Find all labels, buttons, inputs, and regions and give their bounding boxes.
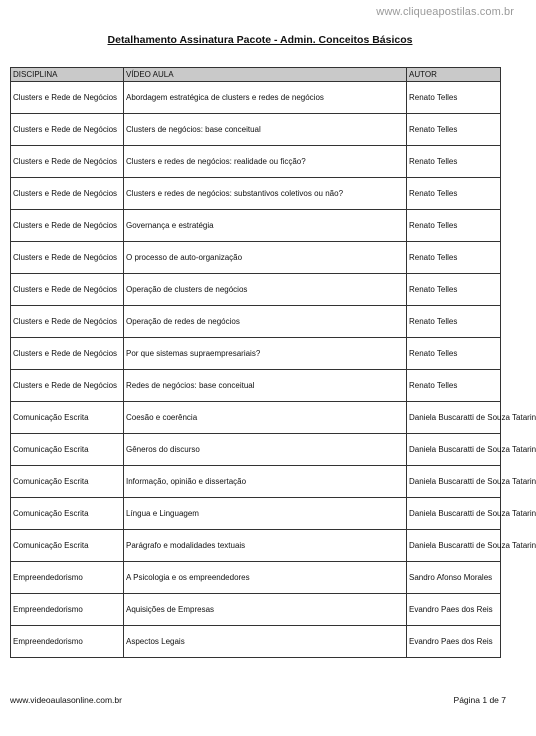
disciplina-cell: Comunicação Escrita — [11, 530, 124, 562]
disciplina-cell: Clusters e Rede de Negócios — [11, 178, 124, 210]
autor-cell: Renato Telles — [407, 210, 501, 242]
courses-table — [10, 67, 536, 658]
table-row — [11, 114, 501, 146]
autor-cell: Daniela Buscaratti de Souza Tatarin — [407, 498, 501, 530]
disciplina-cell: Clusters e Rede de Negócios — [11, 274, 124, 306]
disciplina-cell: Clusters e Rede de Negócios — [11, 146, 124, 178]
video-aula-cell: Governança e estratégia — [124, 210, 407, 242]
table-row — [11, 594, 501, 626]
video-aula-cell: Aquisições de Empresas — [124, 594, 407, 626]
autor-cell: Renato Telles — [407, 306, 501, 338]
table-row — [11, 306, 501, 338]
autor-cell: Renato Telles — [407, 242, 501, 274]
video-aula-cell: Operação de clusters de negócios — [124, 274, 407, 306]
autor-cell: Renato Telles — [407, 82, 501, 114]
autor-cell: Renato Telles — [407, 146, 501, 178]
disciplina-cell: Clusters e Rede de Negócios — [11, 210, 124, 242]
video-aula-cell: Língua e Linguagem — [124, 498, 407, 530]
video-aula-cell: A Psicologia e os empreendedores — [124, 562, 407, 594]
autor-cell: Renato Telles — [407, 338, 501, 370]
watermark: www.cliqueapostilas.com.br — [376, 6, 514, 18]
video-aula-cell: Redes de negócios: base conceitual — [124, 370, 407, 402]
disciplina-cell: Comunicação Escrita — [11, 402, 124, 434]
table-row — [11, 82, 501, 114]
table-row — [11, 146, 501, 178]
table-row — [11, 178, 501, 210]
disciplina-cell: Comunicação Escrita — [11, 434, 124, 466]
disciplina-cell: Comunicação Escrita — [11, 466, 124, 498]
disciplina-cell: Empreendedorismo — [11, 626, 124, 658]
autor-cell: Renato Telles — [407, 114, 501, 146]
autor-cell: Daniela Buscaratti de Souza Tatarin — [407, 402, 501, 434]
autor-cell: Daniela Buscaratti de Souza Tatarin — [407, 434, 501, 466]
video-aula-cell: O processo de auto-organização — [124, 242, 407, 274]
autor-cell: Evandro Paes dos Reis — [407, 626, 501, 658]
autor-cell: Renato Telles — [407, 178, 501, 210]
table-row — [11, 370, 501, 402]
video-aula-cell: Por que sistemas supraempresariais? — [124, 338, 407, 370]
footer-website: www.videoaulasonline.com.br — [10, 695, 122, 705]
disciplina-cell: Clusters e Rede de Negócios — [11, 82, 124, 114]
video-aula-cell: Operação de redes de negócios — [124, 306, 407, 338]
autor-cell: Renato Telles — [407, 370, 501, 402]
video-aula-cell: Gêneros do discurso — [124, 434, 407, 466]
table-row — [11, 242, 501, 274]
table-row — [11, 210, 501, 242]
video-aula-cell: Parágrafo e modalidades textuais — [124, 530, 407, 562]
table-row — [11, 434, 501, 466]
autor-cell: Daniela Buscaratti de Souza Tatarin — [407, 530, 501, 562]
table-row — [11, 338, 501, 370]
disciplina-cell: Clusters e Rede de Negócios — [11, 338, 124, 370]
header-video-aula: VÍDEO AULA — [124, 68, 407, 82]
table-header-row — [11, 68, 501, 82]
table-row — [11, 626, 501, 658]
table-row — [11, 466, 501, 498]
autor-cell: Daniela Buscaratti de Souza Tatarin — [407, 466, 501, 498]
video-aula-cell: Informação, opinião e dissertação — [124, 466, 407, 498]
page-title: Detalhamento Assinatura Pacote - Admin. Conceitos Básicos — [107, 34, 413, 46]
disciplina-cell: Empreendedorismo — [11, 594, 124, 626]
autor-cell: Evandro Paes dos Reis — [407, 594, 501, 626]
video-aula-cell: Clusters e redes de negócios: substantivos coletivos ou não? — [124, 178, 407, 210]
disciplina-cell: Clusters e Rede de Negócios — [11, 114, 124, 146]
table-row — [11, 274, 501, 306]
video-aula-cell: Coesão e coerência — [124, 402, 407, 434]
page-number: Página 1 de 7 — [453, 695, 506, 705]
disciplina-cell: Empreendedorismo — [11, 562, 124, 594]
autor-cell: Renato Telles — [407, 274, 501, 306]
header-autor: AUTOR — [407, 68, 501, 82]
video-aula-cell: Clusters e redes de negócios: realidade ou ficção? — [124, 146, 407, 178]
table-row — [11, 402, 501, 434]
table-row — [11, 530, 501, 562]
disciplina-cell: Comunicação Escrita — [11, 498, 124, 530]
table-row — [11, 562, 501, 594]
video-aula-cell: Clusters de negócios: base conceitual — [124, 114, 407, 146]
header-disciplina: DISCIPLINA — [11, 68, 124, 82]
disciplina-cell: Clusters e Rede de Negócios — [11, 242, 124, 274]
video-aula-cell: Abordagem estratégica de clusters e redes de negócios — [124, 82, 407, 114]
disciplina-cell: Clusters e Rede de Negócios — [11, 370, 124, 402]
autor-cell: Sandro Afonso Morales — [407, 562, 501, 594]
disciplina-cell: Clusters e Rede de Negócios — [11, 306, 124, 338]
video-aula-cell: Aspectos Legais — [124, 626, 407, 658]
table-row — [11, 498, 501, 530]
